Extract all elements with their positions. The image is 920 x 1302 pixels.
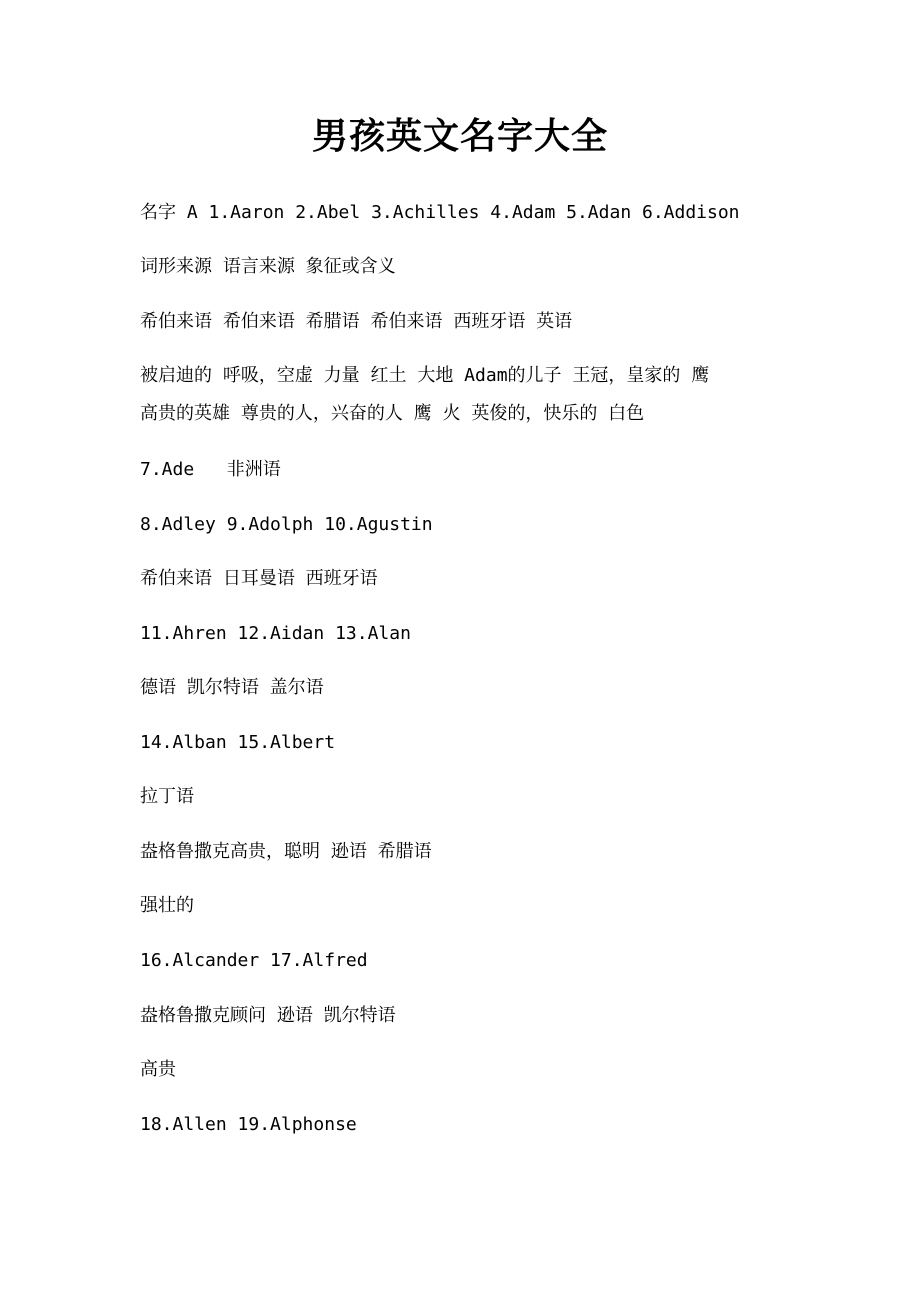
text-line-meanings-1: 被启迪的 呼吸，空虚 力量 红土 大地 Adam的儿子 王冠，皇家的 鹰 xyxy=(140,365,710,386)
text-line-header: 词形来源 语言来源 象征或含义 xyxy=(140,256,396,277)
text-line-languages-8-10: 希伯来语 日耳曼语 西班牙语 xyxy=(140,568,378,589)
document-title: 男孩英文名字大全 xyxy=(311,115,608,157)
text-line-languages-1: 希伯来语 希伯来语 希腊语 希伯来语 西班牙语 英语 xyxy=(140,311,573,332)
text-line-names-14-15: 14.Alban 15.Albert xyxy=(140,732,336,753)
text-line-names-16-17: 16.Alcander 17.Alfred xyxy=(140,950,368,971)
text-line-ade: 7.Ade 非洲语 xyxy=(140,459,281,480)
text-line-noble: 高贵 xyxy=(140,1059,176,1080)
text-line-languages-11-13: 德语 凯尔特语 盖尔语 xyxy=(140,677,324,698)
text-line-meanings-14-15: 盎格鲁撒克高贵，聪明 逊语 希腊语 xyxy=(140,841,432,862)
text-line-strong: 强壮的 xyxy=(140,895,194,916)
text-line-names-11-13: 11.Ahren 12.Aidan 13.Alan xyxy=(140,623,411,644)
text-line-meanings-2: 高贵的英雄 尊贵的人，兴奋的人 鹰 火 英俊的，快乐的 白色 xyxy=(140,403,645,424)
text-line-names-a: 名字 A 1.Aaron 2.Abel 3.Achilles 4.Adam 5.Adan 6.Addison xyxy=(140,202,740,223)
text-line-names-8-10: 8.Adley 9.Adolph 10.Agustin xyxy=(140,514,433,535)
text-line-language-latin: 拉丁语 xyxy=(140,786,194,807)
text-line-meanings-16-17: 盎格鲁撒克顾问 逊语 凯尔特语 xyxy=(140,1005,396,1026)
text-line-names-18-19: 18.Allen 19.Alphonse xyxy=(140,1114,357,1135)
